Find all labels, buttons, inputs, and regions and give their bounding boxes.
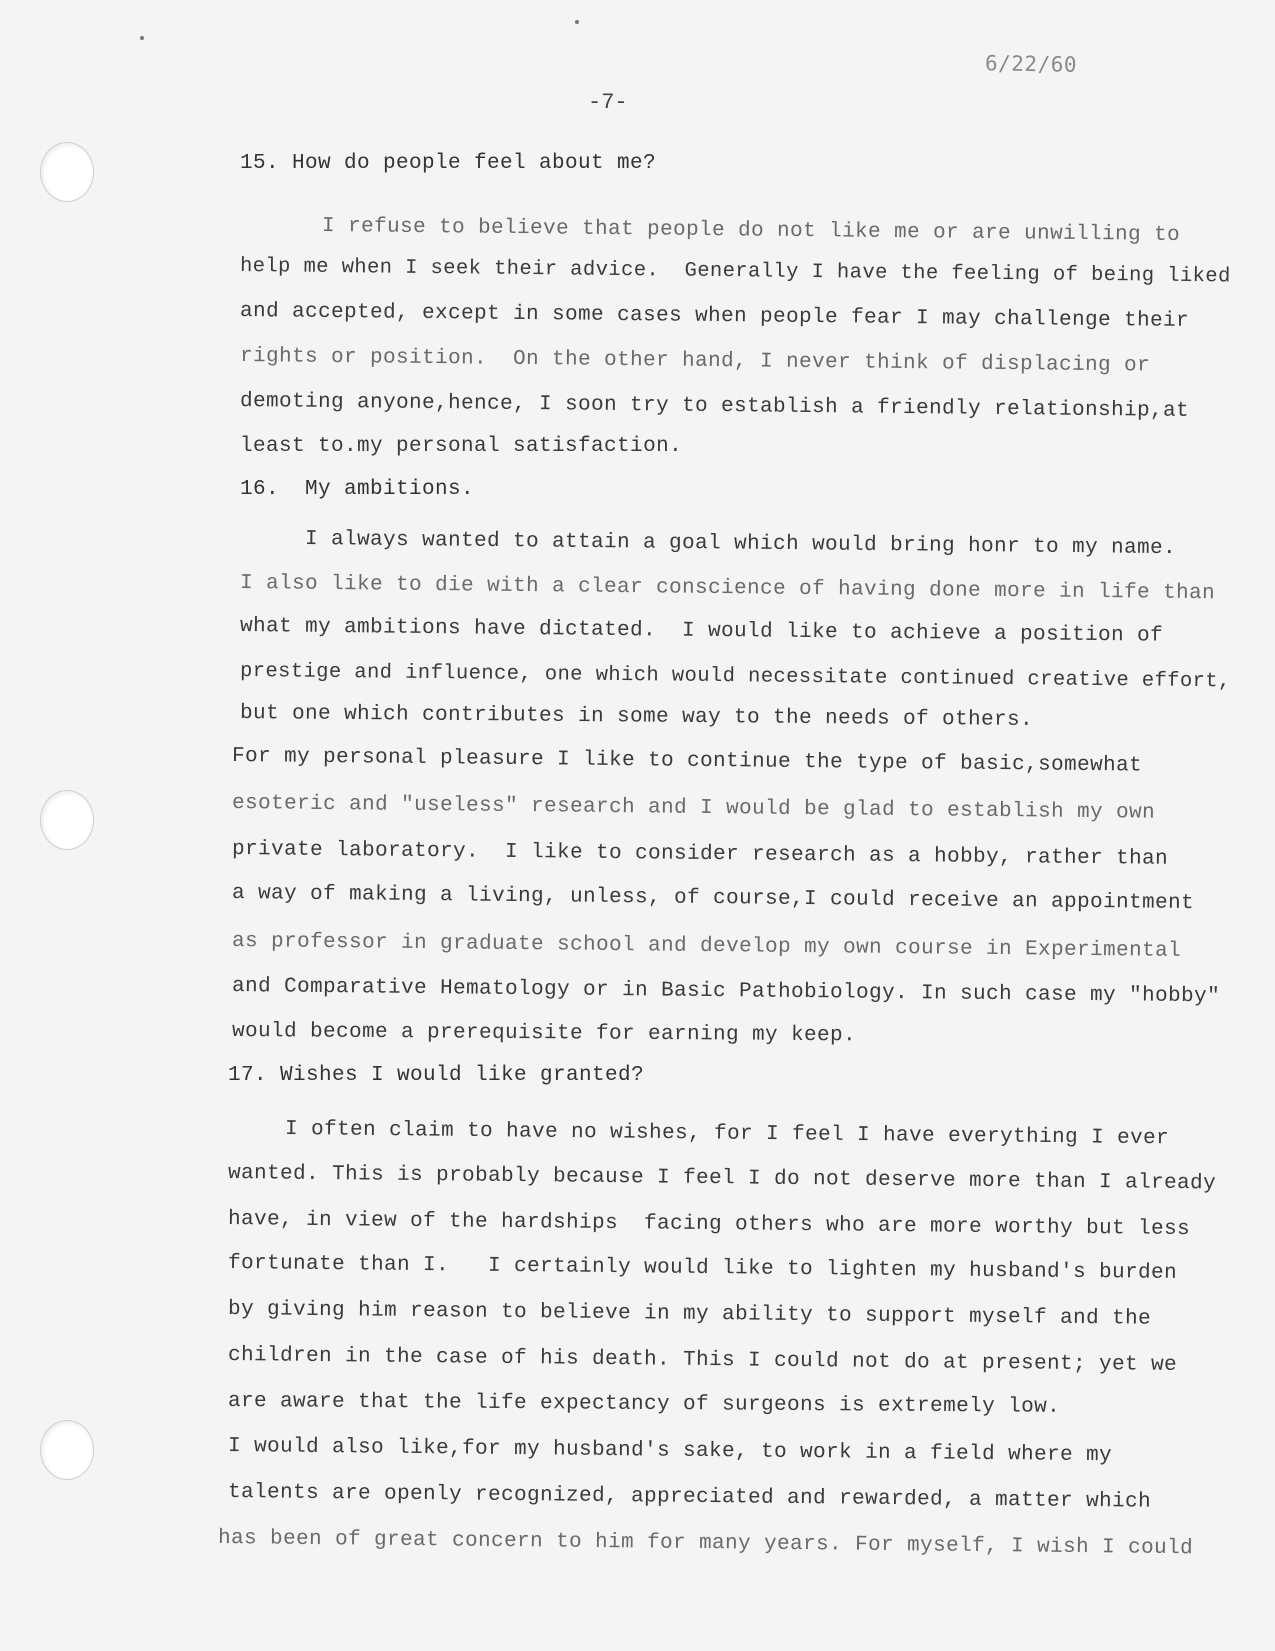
text-line: has been of great concern to him for many years. For myself, I wish I could xyxy=(217,1527,1194,1561)
binder-hole-top xyxy=(40,142,94,202)
text-line: prestige and influence, one which would necessitate continued creative effort, xyxy=(239,660,1231,694)
text-line: have, in view of the hardships facing others who are more worthy but less xyxy=(227,1208,1191,1242)
text-line: I refuse to believe that people do not like me or are unwilling to xyxy=(321,215,1181,247)
text-line: by giving him reason to believe in my ability to support myself and the xyxy=(227,1298,1152,1331)
text-line: talents are openly recognized, appreciated and rewarded, a matter which xyxy=(227,1481,1152,1514)
text-line: rights or position. On the other hand, I never think of displacing or xyxy=(239,345,1151,378)
text-line: wanted. This is probably because I feel I do not deserve more than I already xyxy=(227,1162,1217,1196)
text-line: I always wanted to attain a goal which would bring honr to my name. xyxy=(304,528,1177,561)
text-line: demoting anyone,hence, I soon try to establish a friendly relationship,at xyxy=(239,390,1190,423)
question-15-heading: 15. How do people feel about me? xyxy=(240,152,657,175)
text-line: I also like to die with a clear conscience of having done more in life than xyxy=(239,572,1216,606)
text-line: but one which contributes in some way to the needs of others. xyxy=(239,702,1034,732)
text-line: For my personal pleasure I like to continue the type of basic,somewhat xyxy=(231,745,1143,778)
text-line: and Comparative Hematology or in Basic Pathobiology. In such case my "hobby" xyxy=(231,975,1221,1009)
binder-hole-bottom xyxy=(40,1420,94,1480)
text-line: and accepted, except in some cases when people fear I may challenge their xyxy=(239,300,1190,333)
text-line: private laboratory. I like to consider research as a hobby, rather than xyxy=(231,838,1169,871)
handwritten-date: 6/22/60 xyxy=(984,51,1078,77)
text-line: help me when I seek their advice. Generally I have the feeling of being liked xyxy=(239,255,1231,289)
page-number: -7- xyxy=(588,90,628,115)
text-line: what my ambitions have dictated. I would like to achieve a position of xyxy=(239,615,1164,648)
question-17-heading: 17. Wishes I would like granted? xyxy=(228,1064,645,1087)
text-line: fortunate than I. I certainly would like to lighten my husband's burden xyxy=(227,1252,1178,1285)
speck-mark xyxy=(140,36,144,40)
text-line: esoteric and "useless" research and I would be glad to establish my own xyxy=(231,792,1156,825)
text-line: least to.my personal satisfaction. xyxy=(240,435,683,458)
text-line: are aware that the life expectancy of surgeons is extremely low. xyxy=(227,1390,1061,1419)
text-line: a way of making a living, unless, of course,I could receive an appointment xyxy=(231,882,1195,916)
text-line: as professor in graduate school and develop my own course in Experimental xyxy=(231,930,1182,963)
text-line: I would also like,for my husband's sake, to work in a field where my xyxy=(227,1435,1113,1468)
text-line: I often claim to have no wishes, for I feel I have everything I ever xyxy=(284,1118,1170,1151)
speck-mark xyxy=(575,20,579,24)
text-line: children in the case of his death. This I could not do at present; yet we xyxy=(227,1344,1178,1377)
binder-hole-middle xyxy=(40,790,94,850)
question-16-heading: 16. My ambitions. xyxy=(240,478,475,501)
text-line: would become a prerequisite for earning my keep. xyxy=(231,1020,857,1048)
